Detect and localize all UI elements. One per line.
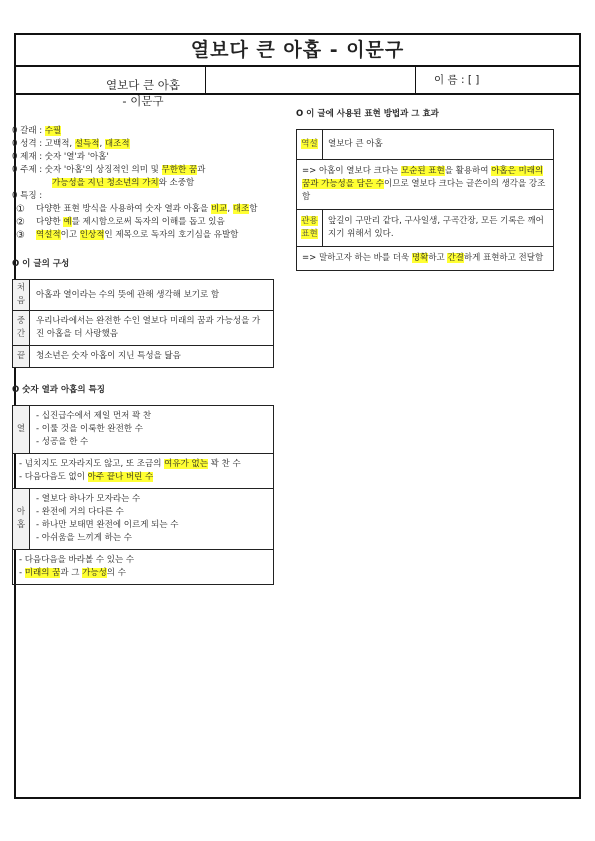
table-row xyxy=(13,346,274,368)
structure-text-beginning: 아홉과 열이라는 수의 뜻에 관해 생각해 보기로 함 xyxy=(30,280,274,311)
feature-2: ② 다양한 예를 제시함으로써 독자의 이해를 돕고 있음 xyxy=(16,217,225,228)
worksheet-title: 열보다 큰 아홉 - 이문구 xyxy=(16,35,579,67)
list-item: - 완전에 거의 다다른 수 xyxy=(36,507,124,517)
nine-extra: - 다음다음을 바라볼 수 있는 수 - 미래의 꿈과 그 가능성의 수 xyxy=(13,550,274,585)
genre-value: 수필 xyxy=(44,126,62,136)
feature-3: ③ 역설적이고 인상적인 제목으로 독자의 호기심을 유발함 xyxy=(16,230,239,241)
features-label: 0 특징 : xyxy=(12,191,43,201)
idiom-explanation: => 말하고자 하는 바를 더욱 명확하고 간결하게 표현하고 전달함 xyxy=(297,247,554,271)
right-column xyxy=(296,108,554,271)
structure-text-end: 청소년은 숫자 아홉이 지닌 특성을 닮음 xyxy=(30,346,274,368)
list-item: - 하나만 보태면 완전에 이르게 되는 수 xyxy=(36,520,179,530)
effects-heading: O 이 글에 사용된 표현 방법과 그 효과 xyxy=(296,109,439,119)
list-item: - 십진급수에서 제일 먼저 꽉 찬 xyxy=(36,411,152,421)
effects-table xyxy=(296,129,554,271)
structure-label-beginning: 처음 xyxy=(13,280,30,311)
table-row xyxy=(297,130,554,160)
paradox-text: 열보다 큰 아홉 xyxy=(323,130,554,160)
name-field[interactable]: 이 름 : [ ] xyxy=(434,74,480,86)
work-author: - 이문구 xyxy=(122,94,164,108)
table-row xyxy=(297,210,554,247)
paradox-explanation: => 아홉이 열보다 크다는 모순된 표현을 활용하여 아홉은 미래의 꿈과 가능성을 담은 수이므로 열보다 크다는 글쓴이의 생각을 강조함 xyxy=(297,160,554,210)
list-item: - 열보다 하나가 모자라는 수 xyxy=(36,494,141,504)
idiom-text: 앞길이 구만리 같다, 구사일생, 구곡간장, 모든 기록은 깨어지기 위해서 있다. xyxy=(323,210,554,247)
feature-1: ① 다양한 표현 방식을 사용하여 숫자 열과 아홉을 비교, 대조함 xyxy=(16,204,258,215)
structure-label-end: 끝 xyxy=(13,346,30,368)
ten-items xyxy=(30,406,274,454)
idiom-label: 관용표현 xyxy=(297,210,323,247)
work-title: 열보다 큰 아홉 xyxy=(106,78,180,92)
list-item: - 이룰 것을 이룩한 완전한 수 xyxy=(36,424,143,434)
traits-heading: O 숫자 열과 아홉의 특징 xyxy=(12,385,105,395)
table-row xyxy=(13,406,274,454)
work-info xyxy=(12,125,274,242)
genre-line: 0 갈래 : 수필 xyxy=(12,126,62,136)
nine-label: 아홉 xyxy=(13,489,30,550)
theme-line: 0 주제 : 숫자 '아홉'의 상징적인 의미 및 무한한 꿈과 xyxy=(12,165,206,175)
nine-items xyxy=(30,489,274,550)
left-column xyxy=(12,74,274,585)
structure-heading: O 이 글의 구성 xyxy=(12,259,70,269)
list-item: - 성공을 한 수 xyxy=(36,437,89,447)
traits-table xyxy=(12,405,274,585)
table-row xyxy=(297,160,554,210)
subject-line: 0 제재 : 숫자 '열'과 '아홉' xyxy=(12,152,109,162)
ten-extra: - 넘치지도 모자라지도 않고, 또 조금의 여유가 없는 꽉 찬 수 - 다음다음도 없이 아주 끝나 버린 수 xyxy=(13,454,274,489)
theme-line-2: 가능성을 지닌 청소년의 가치와 소중함 xyxy=(52,178,195,188)
table-row xyxy=(13,280,274,311)
table-row xyxy=(13,454,274,489)
structure-label-middle: 중간 xyxy=(13,311,30,346)
table-row xyxy=(297,247,554,271)
table-row xyxy=(13,311,274,346)
ten-label: 열 xyxy=(13,406,30,454)
structure-text-middle: 우리나라에서는 완전한 수인 열보다 미래의 꿈과 가능성을 가진 아홉을 더 사랑했음 xyxy=(30,311,274,346)
table-row xyxy=(13,489,274,550)
structure-table xyxy=(12,279,274,368)
table-row xyxy=(13,550,274,585)
list-item: - 아쉬움을 느끼게 하는 수 xyxy=(36,533,132,543)
nature-line: 0 성격 : 고백적, 설득적, 대조적 xyxy=(12,139,130,149)
paradox-label: 역설 xyxy=(297,130,323,160)
